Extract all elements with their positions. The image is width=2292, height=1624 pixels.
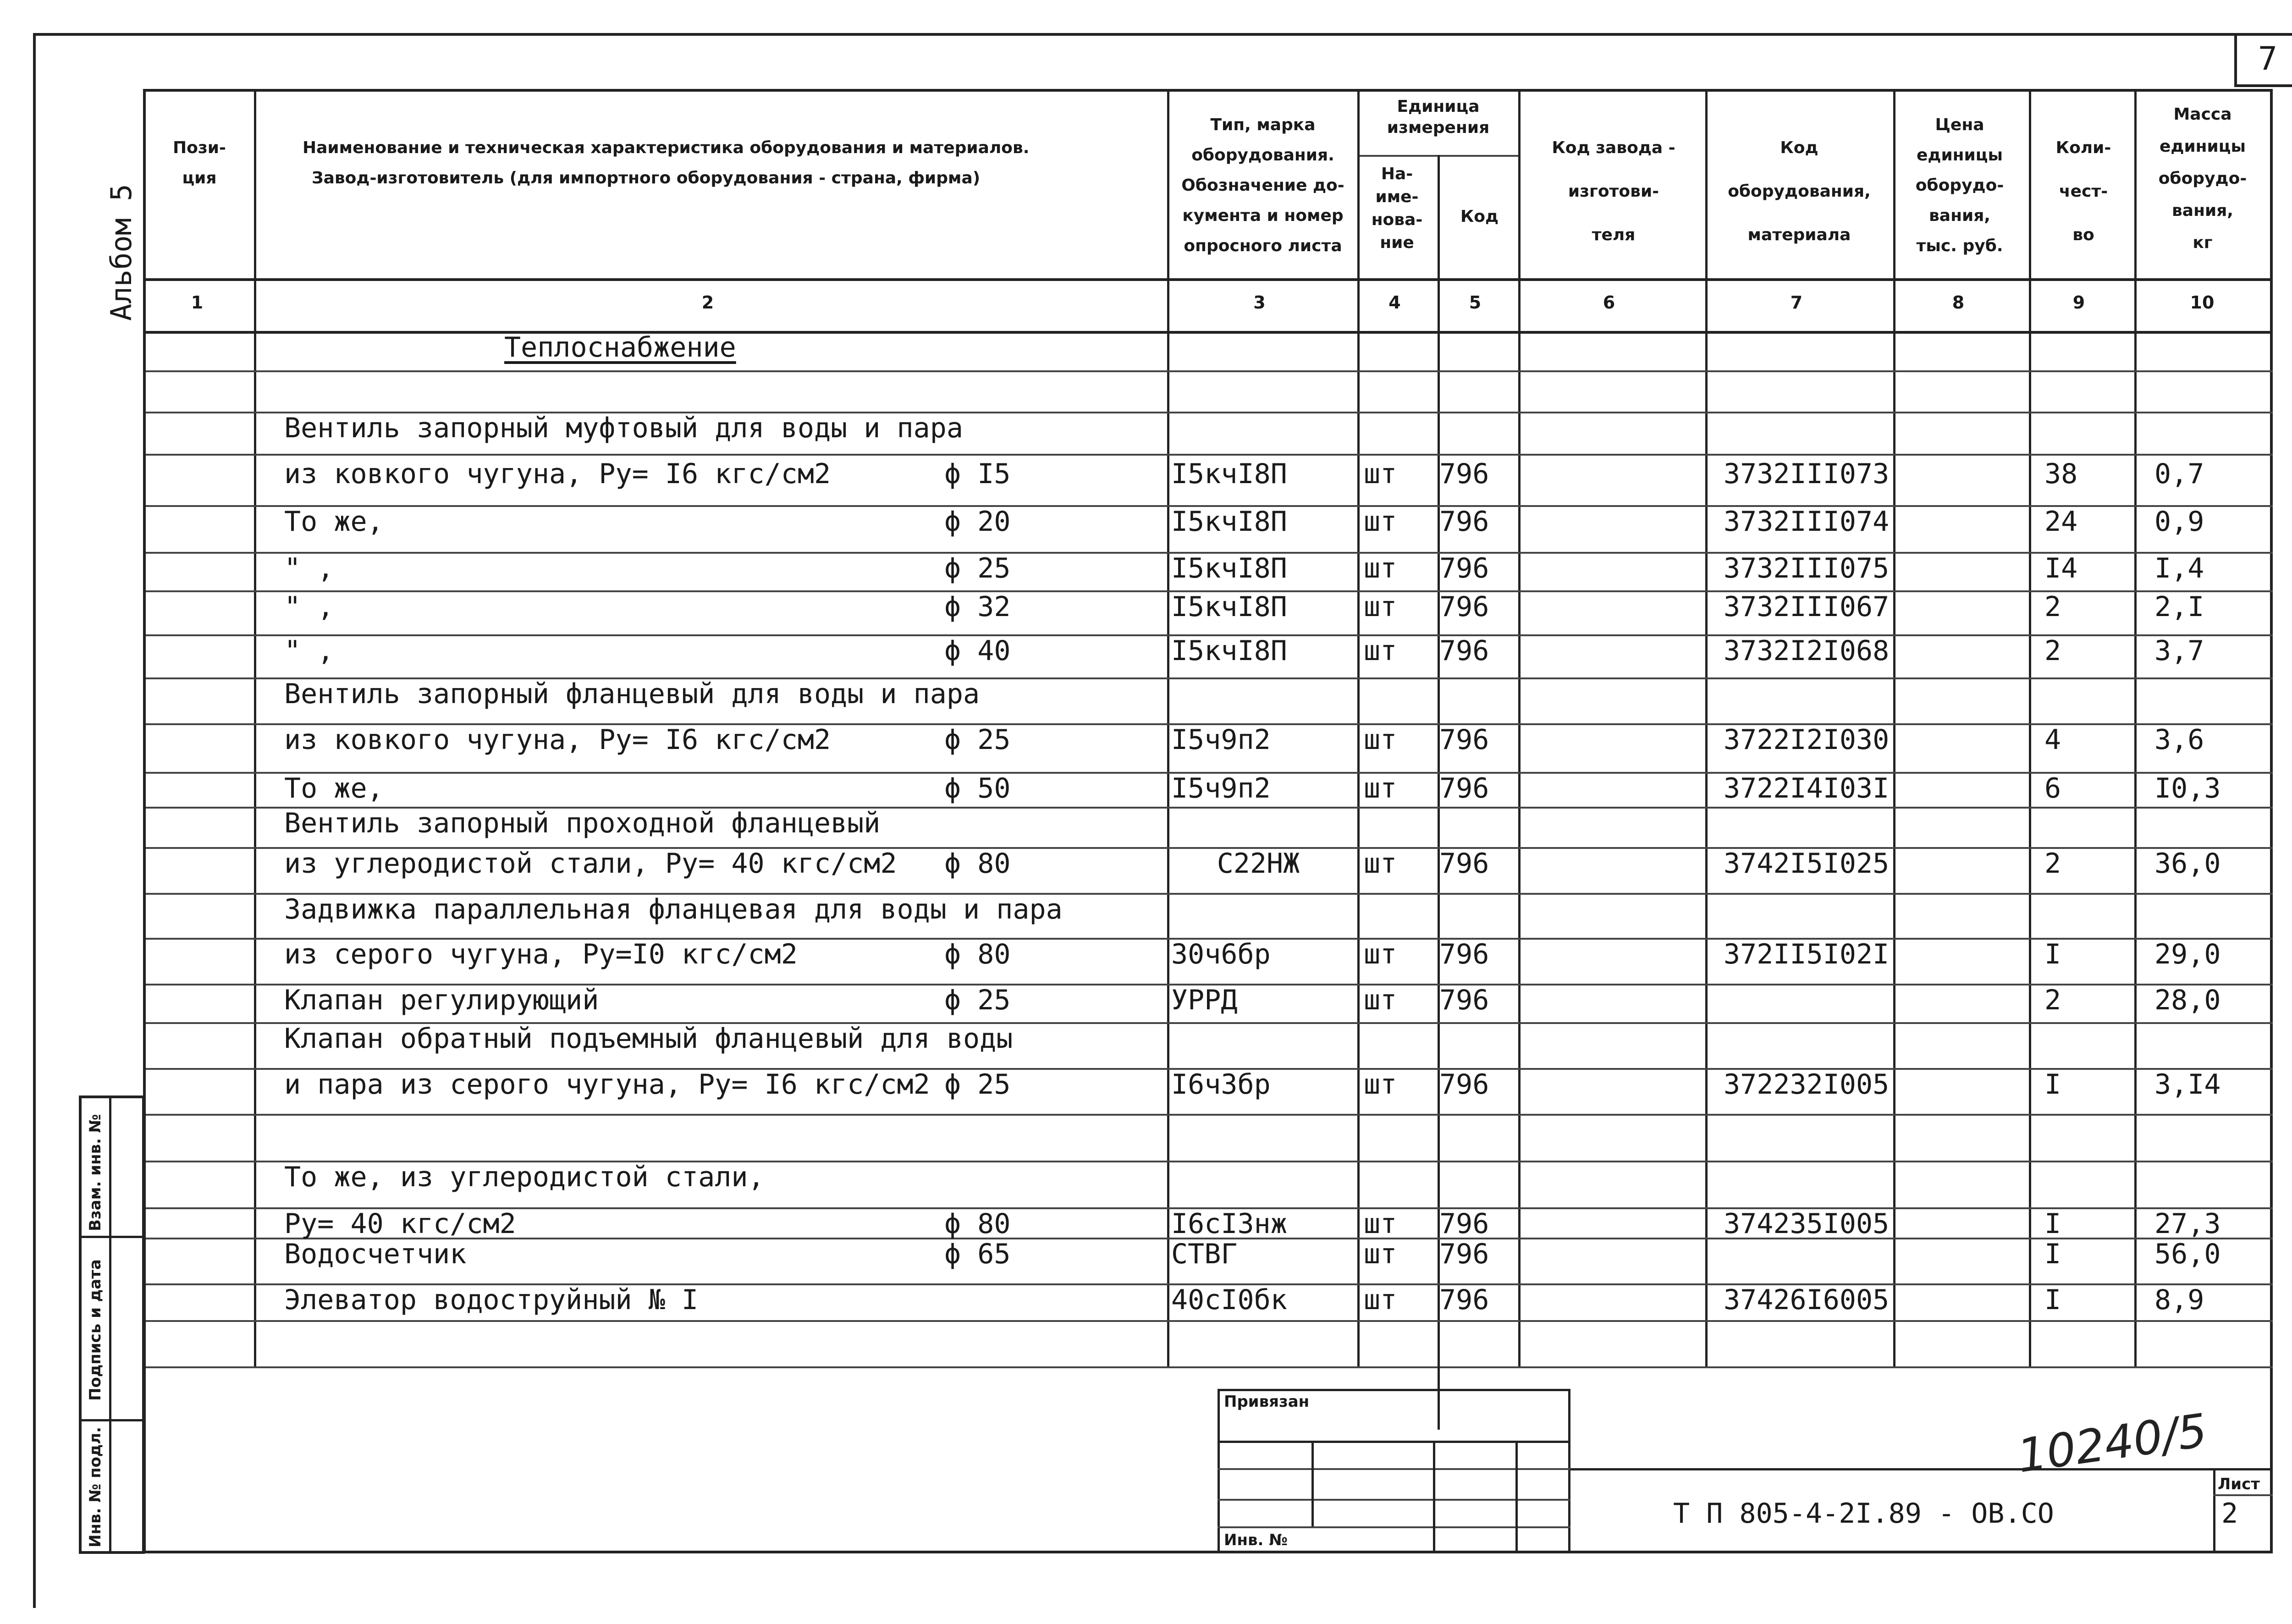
sign-date-label: Подпись и дата [86, 1259, 105, 1401]
item-mass: 0,9 [2154, 506, 2204, 538]
item-unit: шт [1364, 591, 1397, 623]
item-name: Клапан регулирующий [284, 984, 599, 1016]
item-type: I5кчI8П [1171, 552, 1287, 584]
item-quantity: 6 [2044, 772, 2061, 804]
column-number-8: 8 [1952, 292, 1965, 313]
item-unit-code: 796 [1439, 1208, 1489, 1240]
item-mass: 3,I4 [2154, 1068, 2221, 1101]
item-diameter: ϕ 80 [944, 1208, 1011, 1240]
item-code: 3742I5I025 [1724, 848, 1890, 880]
item-name: То же, [284, 772, 384, 804]
item-name: Вентиль запорный проходной фланцевый [284, 807, 881, 839]
item-code: 3732III075 [1724, 552, 1890, 584]
header-position: Пози- ция [173, 138, 226, 187]
item-name: из ковкого чугуна, Ру= I6 кгс/см2 [284, 458, 831, 490]
item-code: 3722I2I030 [1724, 724, 1890, 756]
inv-no-label: Инв. № [1224, 1531, 1288, 1549]
item-diameter: ϕ 80 [944, 848, 1011, 880]
item-unit: шт [1364, 1068, 1397, 1101]
inv-podl-label: Инв. № подл. [86, 1426, 105, 1547]
item-type: СТВГ [1171, 1238, 1238, 1270]
item-name: из углеродистой стали, Ру= 40 кгс/см2 [284, 848, 897, 880]
sheet-number: 2 [2221, 1497, 2238, 1530]
item-name: из серого чугуна, Ру=I0 кгс/см2 [284, 938, 798, 970]
item-unit: шт [1364, 1238, 1397, 1270]
item-code: 3722I4I03I [1724, 772, 1890, 804]
item-mass: 3,6 [2154, 724, 2204, 756]
item-unit: шт [1364, 552, 1397, 584]
item-type: I5ч9п2 [1171, 724, 1271, 756]
item-quantity: I [2044, 938, 2061, 970]
item-name: и пара из серого чугуна, Ру= I6 кгс/см2 [284, 1068, 930, 1101]
item-diameter: ϕ 40 [944, 635, 1011, 667]
column-number-6: 6 [1603, 292, 1615, 313]
item-name: То же, из углеродистой стали, [284, 1161, 765, 1193]
item-unit-code: 796 [1439, 1068, 1489, 1101]
item-unit-code: 796 [1439, 772, 1489, 804]
column-number-4: 4 [1388, 292, 1401, 313]
item-name: Элеватор водоструйный № I [284, 1284, 699, 1316]
item-type: I5кчI8П [1171, 591, 1287, 623]
item-diameter: ϕ 20 [944, 506, 1011, 538]
approval-sidebox [79, 1096, 145, 1554]
header-name: Наименование и техническая характеристика оборудования и материалов. Завод-изготовитель (для импортного оборудования - страна, фирма) [303, 138, 1030, 187]
header-equipment-code: Код оборудования, материала [1728, 138, 1871, 244]
zam-inv-label: Взам. инв. № [86, 1114, 105, 1231]
handwritten-number: 10240/5 [2014, 1403, 2210, 1483]
item-type: I5кчI8П [1171, 458, 1287, 490]
item-code: 3732III067 [1724, 591, 1890, 623]
column-number-2: 2 [701, 292, 714, 313]
item-unit-code: 796 [1439, 552, 1489, 584]
item-type: I6сI3нж [1171, 1208, 1287, 1240]
column-number-1: 1 [191, 292, 204, 313]
header-unit: Единица измерения [1387, 97, 1490, 137]
item-diameter: ϕ 25 [944, 724, 1011, 756]
column-number-7: 7 [1790, 292, 1803, 313]
item-code: 372II5I02I [1724, 938, 1890, 970]
item-unit: шт [1364, 848, 1397, 880]
item-quantity: 24 [2044, 506, 2078, 538]
item-diameter: ϕ 25 [944, 552, 1011, 584]
item-unit: шт [1364, 458, 1397, 490]
item-name: Водосчетчик [284, 1238, 467, 1270]
item-unit-code: 796 [1439, 635, 1489, 667]
item-code: 374235I005 [1724, 1208, 1890, 1240]
item-unit: шт [1364, 635, 1397, 667]
item-type: I5кчI8П [1171, 635, 1287, 667]
item-name: Вентиль запорный фланцевый для воды и пара [284, 678, 980, 710]
item-unit: шт [1364, 724, 1397, 756]
item-mass: 28,0 [2154, 984, 2221, 1016]
item-type: I6ч3бр [1171, 1068, 1271, 1101]
item-name: Вентиль запорный муфтовый для воды и пара [284, 412, 964, 444]
item-code: 3732III073 [1724, 458, 1890, 490]
item-quantity: 2 [2044, 635, 2061, 667]
item-unit-code: 796 [1439, 984, 1489, 1016]
item-name: " , [284, 552, 334, 584]
item-quantity: 2 [2044, 848, 2061, 880]
header-type: Тип, марка оборудования. Обозначение до- кумента и номер опросного листа [1181, 116, 1344, 255]
item-quantity: I [2044, 1284, 2061, 1316]
item-name: Ру= 40 кгс/см2 [284, 1208, 516, 1240]
item-quantity: I [2044, 1068, 2061, 1101]
header-price: Цена единицы оборудо- вания, тыс. руб. [1915, 116, 2004, 255]
item-name: Клапан обратный подъемный фланцевый для воды [284, 1023, 1013, 1055]
item-name: Задвижка параллельная фланцевая для воды и пара [284, 893, 1063, 925]
item-name: из ковкого чугуна, Ру= I6 кгс/см2 [284, 724, 831, 756]
item-code: 37426I6005 [1724, 1284, 1890, 1316]
item-diameter: ϕ I5 [944, 458, 1011, 490]
item-diameter: ϕ 50 [944, 772, 1011, 804]
item-type: I5ч9п2 [1171, 772, 1271, 804]
item-unit: шт [1364, 938, 1397, 970]
item-unit-code: 796 [1439, 591, 1489, 623]
column-number-10: 10 [2190, 292, 2215, 313]
sheet-label: Лист [2218, 1475, 2260, 1493]
item-quantity: 2 [2044, 591, 2061, 623]
document-code: Т П 805-4-2I.89 - ОВ.СО [1673, 1497, 2054, 1530]
item-unit-code: 796 [1439, 506, 1489, 538]
item-mass: 29,0 [2154, 938, 2221, 970]
item-unit-code: 796 [1439, 458, 1489, 490]
attached-label: Привязан [1224, 1393, 1310, 1411]
header-mass: Масса единицы оборудо- вания, кг [2158, 105, 2247, 252]
item-unit: шт [1364, 984, 1397, 1016]
item-unit-code: 796 [1439, 938, 1489, 970]
item-unit-code: 796 [1439, 848, 1489, 880]
item-unit: шт [1364, 772, 1397, 804]
header-factory-code: Код завода - изготови- теля [1552, 138, 1675, 244]
item-unit: шт [1364, 1284, 1397, 1316]
item-code: 3732III074 [1724, 506, 1890, 538]
item-mass: 27,3 [2154, 1208, 2221, 1240]
corner-sheet-number: 7 [2234, 33, 2292, 87]
item-quantity: I4 [2044, 552, 2078, 584]
column-number-9: 9 [2072, 292, 2085, 313]
item-unit-code: 796 [1439, 1284, 1489, 1316]
item-diameter: ϕ 32 [944, 591, 1011, 623]
item-mass: 36,0 [2154, 848, 2221, 880]
item-type: 30ч6бр [1171, 938, 1271, 970]
header-quantity: Коли- чест- во [2055, 138, 2111, 244]
item-type: I5кчI8П [1171, 506, 1287, 538]
item-unit: шт [1364, 506, 1397, 538]
header-unit-code: Код [1460, 207, 1499, 226]
section-title: Теплоснабжение [504, 331, 736, 363]
item-name: " , [284, 635, 334, 667]
item-quantity: I [2044, 1238, 2061, 1270]
item-mass: 3,7 [2154, 635, 2204, 667]
column-number-3: 3 [1253, 292, 1266, 313]
header-unit-name: На- име- нова- ние [1371, 165, 1423, 252]
item-name: То же, [284, 506, 384, 538]
item-quantity: 4 [2044, 724, 2061, 756]
item-mass: 56,0 [2154, 1238, 2221, 1270]
item-type: С22НЖ [1217, 848, 1300, 880]
item-mass: 2,I [2154, 591, 2204, 623]
item-mass: 0,7 [2154, 458, 2204, 490]
item-diameter: ϕ 80 [944, 938, 1011, 970]
item-quantity: 38 [2044, 458, 2078, 490]
item-name: " , [284, 591, 334, 623]
item-unit: шт [1364, 1208, 1397, 1240]
item-mass: I0,3 [2154, 772, 2221, 804]
item-code: 372232I005 [1724, 1068, 1890, 1101]
item-unit-code: 796 [1439, 1238, 1489, 1270]
item-quantity: 2 [2044, 984, 2061, 1016]
item-type: УРРД [1171, 984, 1238, 1016]
item-mass: I,4 [2154, 552, 2204, 584]
item-diameter: ϕ 25 [944, 984, 1011, 1016]
column-number-5: 5 [1469, 292, 1482, 313]
item-mass: 8,9 [2154, 1284, 2204, 1316]
item-unit-code: 796 [1439, 724, 1489, 756]
item-diameter: ϕ 65 [944, 1238, 1011, 1270]
item-type: 40сI0бк [1171, 1284, 1287, 1316]
item-diameter: ϕ 25 [944, 1068, 1011, 1101]
item-quantity: I [2044, 1208, 2061, 1240]
item-code: 3732I2I068 [1724, 635, 1890, 667]
